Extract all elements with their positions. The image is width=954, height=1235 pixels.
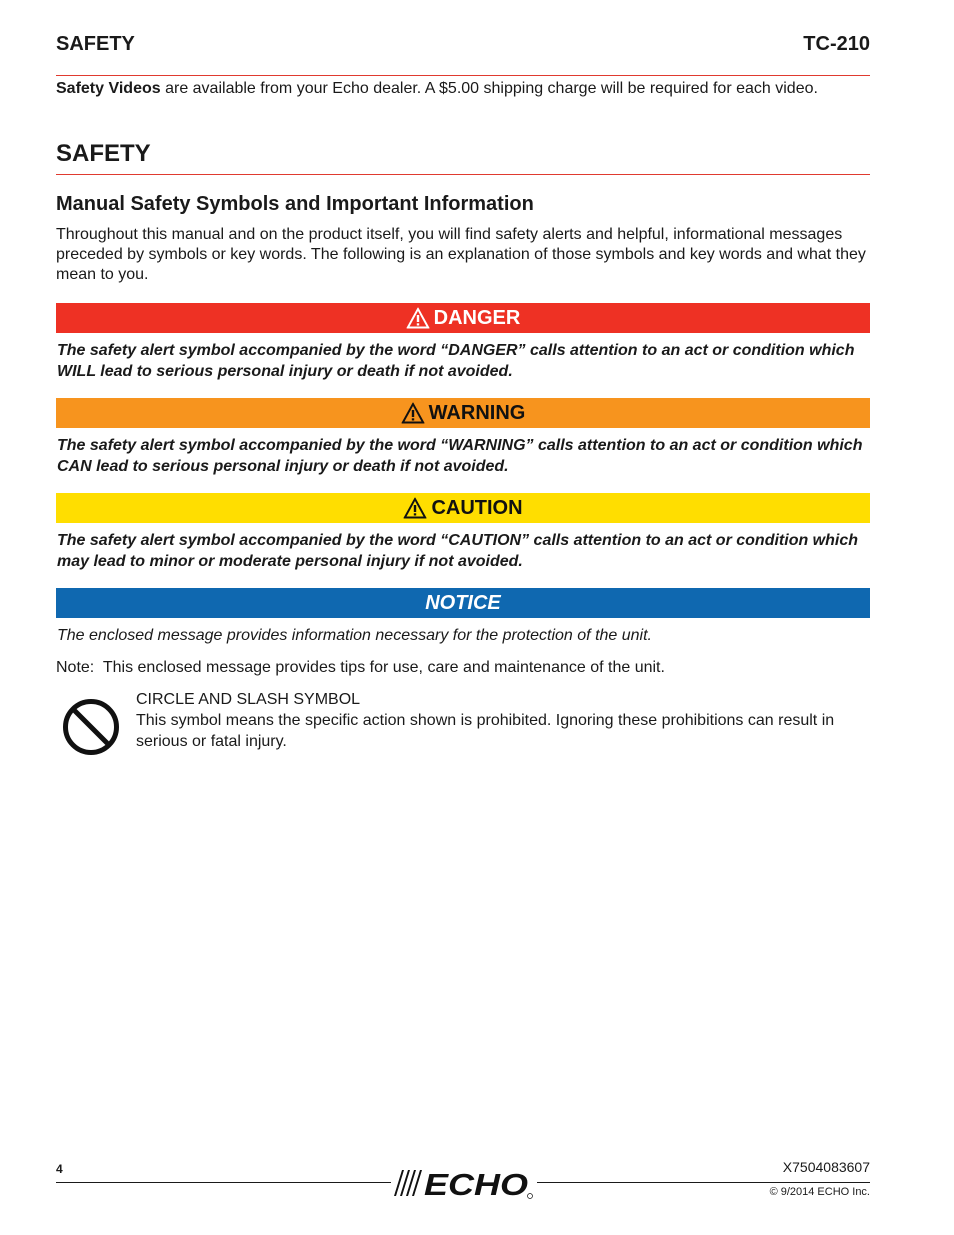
safety-alert-icon [403, 497, 427, 519]
danger-label: DANGER [433, 306, 521, 329]
warning-label: WARNING [428, 401, 526, 424]
warning-description: The safety alert symbol accompanied by the word “WARNING” calls attention to an act or condition which CAN lead to serious personal injury or death if not avoided. [57, 437, 863, 475]
notice-banner [56, 588, 870, 618]
symbol-title: CIRCLE AND SLASH SYMBOL [136, 691, 361, 708]
caution-description: The safety alert symbol accompanied by the word “CAUTION” calls attention to an act or condition which may lead to minor or moderate personal injury if not avoided. [57, 532, 859, 570]
symbol-explanation [136, 689, 870, 752]
safety-videos-text: are available from your Echo dealer. A $5.00 shipping charge will be required for each video. [160, 80, 818, 97]
danger-banner [56, 303, 870, 333]
intro-paragraph: Throughout this manual and on the product itself, you will find safety alerts and helpful, informational messages preceded by symbols or key words. The following is an explanation of those symbols and key words and what they mean to you. [56, 226, 866, 283]
safety-videos-label: Safety Videos [56, 80, 161, 97]
echo-logo [391, 1166, 537, 1200]
header-model-label: TC-210 [803, 33, 870, 55]
notice-description: The enclosed message provides information necessary for the protection of the unit. [57, 627, 652, 644]
echo-logo-mark [391, 1166, 537, 1200]
running-header [56, 33, 870, 76]
warning-banner [56, 398, 870, 428]
danger-description: The safety alert symbol accompanied by the word “DANGER” calls attention to an act or condition which WILL lead to serious personal injury or death if not avoided. [57, 342, 855, 380]
copyright-text: © 9/2014 ECHO Inc. [769, 1186, 870, 1198]
logo-wordmark: ECHO [424, 1167, 528, 1200]
page-number: 4 [56, 1162, 63, 1176]
safety-alert-icon [401, 402, 425, 424]
prohibition-icon [62, 698, 120, 756]
safety-videos-note [56, 79, 870, 99]
safety-alert-icon [406, 307, 430, 329]
caution-label: CAUTION [431, 496, 523, 519]
symbol-description: This symbol means the specific action shown is prohibited. Ignoring these prohibitions can result in serious or fatal injury. [136, 712, 835, 750]
header-section-label: SAFETY [56, 33, 135, 55]
notice-label: NOTICE [425, 591, 501, 614]
section-title: SAFETY [56, 139, 870, 175]
document-code: X7504083607 [782, 1159, 870, 1175]
subheading: Manual Safety Symbols and Important Information [56, 193, 534, 215]
caution-banner [56, 493, 870, 523]
note-text: Note: This enclosed message provides tips for use, care and maintenance of the unit. [56, 659, 665, 676]
